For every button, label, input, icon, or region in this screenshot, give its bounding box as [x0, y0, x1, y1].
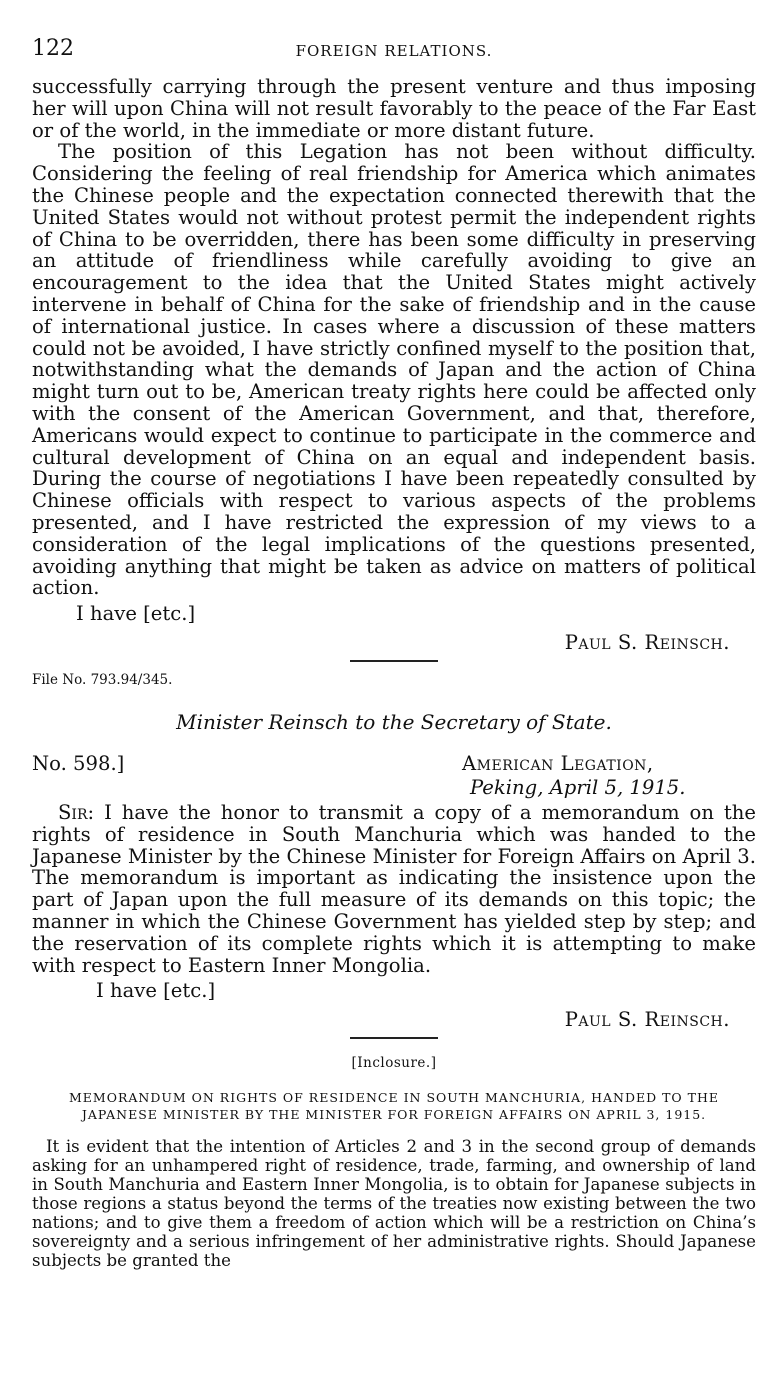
section-divider: [350, 660, 438, 662]
legation-name: American Legation,: [462, 751, 654, 775]
salutation: Sir:: [58, 800, 95, 824]
page-header: [32, 36, 756, 76]
letter1-paragraph-2: The position of this Legation has not been without difficulty. Considering the feeling of real friendship for America which animates the Chinese people and the expectation connected therewith that the United States would not without protest permit the independent rights of China to be overridden, there has been some difficulty in preserving an attitude of friendliness while carefully avoiding to give an encouragement to the idea that the United States might actively intervene in behalf of China for the sake of friendship and in the cause of international justice. In cases where a discussion of these matters could not be avoided, I have strictly confined myself to the position that, notwithstanding what the demands of Japan and the action of China might turn out to be, American treaty rights here could be affected only with the consent of the American Government, and that, therefore, Americans would expect to continue to participate in the commerce and cultural development of China on an equal and independent basis. During the course of negotiations I have been repeatedly consulted by Chinese officials with respect to various aspects of the problems presented, and I have restricted the expression of my views to a consideration of the legal implications of the questions presented, avoiding anything that might be taken as advice on matters of political action.: [32, 140, 756, 600]
letter2-body: [32, 802, 756, 976]
letter2-signature: Paul S. Reinsch.: [564, 1008, 730, 1032]
letter2-body-text: I have the honor to transmit a copy of a memorandum on the rights of residence in South Manchuria which was handed to the Japanese Minister by the Chinese Minister for Foreign Affairs on April 3. The memorandum is important as indicating the insistence upon the part of Japan upon the full measure of its demands on this topic; the manner in which the Chinese Government has yielded step by step; and the reservation of its complete rights which it is attempting to make with respect to Eastern Inner Mongolia.: [32, 800, 756, 977]
inclosure-label: [Inclosure.]: [351, 1055, 437, 1072]
letter1-signature: Paul S. Reinsch.: [564, 630, 730, 654]
document-page: [32, 36, 756, 1287]
letter2-address-block: [32, 750, 756, 802]
dateline: Peking, April 5, 1915.: [470, 775, 686, 799]
document-number: No. 598.]: [32, 751, 125, 775]
running-title: FOREIGN RELATIONS.: [295, 42, 493, 60]
letter2-title: Minister Reinsch to the Secretary of State.: [176, 709, 612, 734]
page-number: 122: [32, 36, 74, 61]
letter2-closing: I have [etc.]: [96, 979, 216, 1003]
letter1-closing: I have [etc.]: [76, 602, 196, 626]
memorandum-body: It is evident that the intention of Articles 2 and 3 in the second group of demands asking for an unhampered right of residence, trade, farming, and ownership of land in South Manchuria and Eastern Inner Mongolia, is to obtain for Japanese subjects in those regions a status beyond the terms of the treaties now existing between the two nations; and to give them a freedom of action which will be a restriction on China’s sovereignty and a serious infringement of her administrative rights. Should Japanese subjects be granted the: [32, 1137, 756, 1271]
section-divider: [350, 1037, 438, 1039]
file-number: File No. 793.94/345.: [32, 671, 173, 688]
letter1-paragraph-1: successfully carrying through the present venture and thus imposing her will upon China will not result favorably to the peace of the Far East or of the world, in the immediate or more distant future.: [32, 75, 756, 142]
memorandum-heading: MEMORANDUM ON RIGHTS OF RESIDENCE IN SOUTH MANCHURIA, HANDED TO THE JAPANESE MINISTER BY THE MINISTER FOR FOREIGN AFFAIRS ON APRIL 3, 1915.: [68, 1090, 720, 1123]
